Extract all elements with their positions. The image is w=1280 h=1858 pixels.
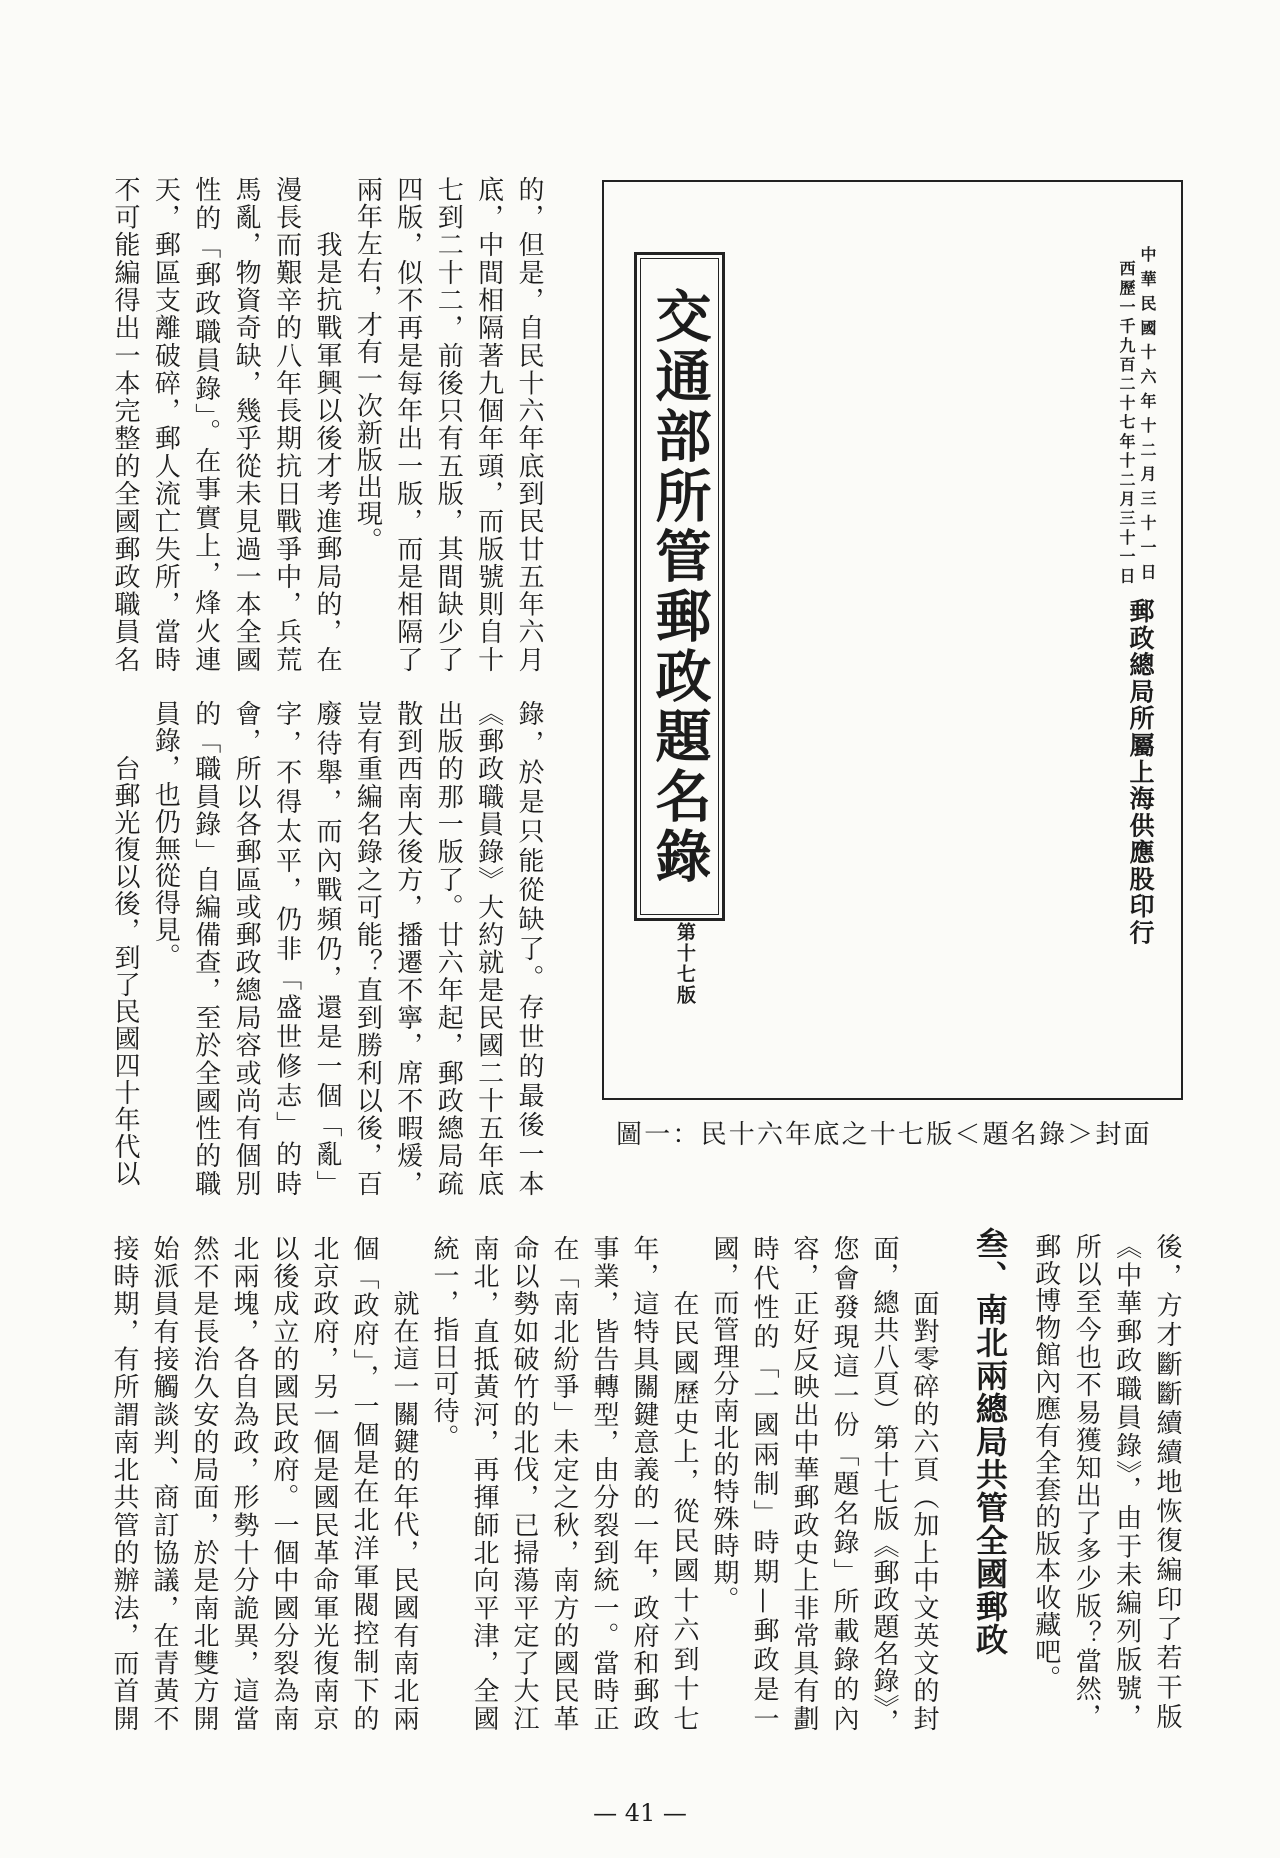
text-column: 年，這特具關鍵意義的一年，政府和郵政	[629, 1235, 659, 1732]
text-column: 所以至今也不易獲知出了多少版？當然，	[1071, 1233, 1102, 1730]
cover-title-box	[634, 252, 725, 921]
figure-caption: 圖一：民十六年底之十七版＜題名錄＞封面	[616, 1120, 1152, 1150]
text-column: 馬亂，物資奇缺，幾乎從未見過一本全國	[231, 176, 262, 673]
text-column: 北兩塊，各自為政，形勢十分詭異，這當	[229, 1235, 259, 1732]
cover-figure	[602, 180, 1183, 1100]
cover-date-western: 西歷一千九百二十七年十二月三十一日	[1117, 260, 1136, 587]
article-bottom-right-block	[1025, 1233, 1187, 1730]
text-column: 七到二十二，前後只有五版，其間缺少了	[433, 176, 464, 673]
text-column: 散到西南大後方，播遷不寧，席不暇煖，	[392, 700, 423, 1197]
text-column: 性的「郵政職員錄」。在事實上，烽火連	[190, 176, 221, 673]
text-column: 容，正好反映出中華郵政史上非常具有劃	[789, 1235, 819, 1732]
article-bottom-main-block	[104, 1235, 944, 1735]
cover-publisher: 郵政總局所屬上海供應股印行	[1126, 598, 1155, 947]
text-column: 會，所以各郵區或郵政總局容或尚有個別	[231, 700, 262, 1197]
text-column: 四版，似不再是每年出一版，而是相隔了	[392, 176, 423, 673]
text-column: 面，總共八頁）第十七版《郵政題名錄》，	[869, 1235, 899, 1735]
text-column: 的，但是，自民十六年底到民廿五年六月	[514, 176, 544, 673]
text-column: 個「政府」，一個是在北洋軍閥控制下的	[349, 1235, 379, 1732]
section-heading: 叁、南北兩總局共管全國郵政	[971, 1227, 1009, 1656]
text-column: 面對零碎的六頁（加上中文英文的封	[909, 1290, 939, 1732]
article-lower-left-block	[104, 700, 549, 1197]
text-column: 不可能編得出一本完整的全國郵政職員名	[109, 176, 140, 673]
page-number: — 41 —	[593, 1799, 687, 1827]
article-upper-left-block	[104, 176, 549, 673]
text-column: 南北，直抵黃河，再揮師北向平津，全國	[469, 1235, 499, 1732]
text-column: 的「職員錄」自編備查，至於全國性的職	[190, 700, 221, 1197]
text-column: 《中華郵政職員錄》，由于未編列版號，	[1111, 1233, 1142, 1730]
cover-title: 交通部所管郵政題名錄	[646, 286, 713, 887]
text-column: 後，方才斷斷續續地恢復編印了若干版	[1152, 1233, 1182, 1730]
text-column: 事業，皆告轉型，由分裂到統一。當時正	[589, 1235, 619, 1732]
text-column: 命以勢如破竹的北伐，已掃蕩平定了大江	[509, 1235, 539, 1732]
text-column: 就在這一關鍵的年代，民國有南北兩	[389, 1290, 419, 1732]
text-column: 豈有重編名錄之可能？直到勝利以後，百	[352, 700, 383, 1197]
text-column: 郵政博物館內應有全套的版本收藏吧。	[1030, 1233, 1061, 1692]
cover-title-inner-frame	[640, 258, 719, 915]
text-column: 漫長而艱辛的八年長期抗日戰爭中，兵荒	[271, 176, 302, 673]
text-column: 統一，指日可待。	[429, 1235, 459, 1451]
text-column: 錄，於是只能從缺了。存世的最後一本	[514, 700, 544, 1197]
text-column: 出版的那一版了。廿六年起，郵政總局疏	[433, 700, 464, 1197]
cover-edition: 第十七版	[674, 922, 696, 1006]
text-column: 台郵光復以後，到了民國四十年代以	[109, 755, 140, 1187]
text-column: 在「南北紛爭」未定之秋，南方的國民革	[549, 1235, 579, 1732]
text-column: 以後成立的國民政府。一個中國分裂為南	[269, 1235, 299, 1732]
text-column: 字，不得太平，仍非「盛世修志」的時	[271, 700, 302, 1197]
text-column: 國，而管理分南北的特殊時期。	[709, 1235, 739, 1613]
text-column: 員錄，也仍無從得見。	[150, 700, 181, 970]
text-column: 時代性的「一國兩制」時期—郵政是一	[749, 1235, 779, 1732]
text-column: 接時期，有所謂南北共管的辦法，而首開	[109, 1235, 139, 1732]
cover-date-roc: 中華民國十六年十二月三十一日	[1138, 246, 1157, 588]
text-column: 我是抗戰軍興以後才考進郵局的，在	[311, 231, 342, 673]
text-column: 兩年左右，才有一次新版出現。	[352, 176, 383, 554]
text-column: 在民國歷史上，從民國十六到十七	[669, 1290, 699, 1732]
text-column: 北京政府，另一個是國民革命軍光復南京	[309, 1235, 339, 1732]
text-column: 廢待舉，而內戰頻仍，還是一個「亂」	[311, 700, 342, 1197]
text-column: 天，郵區支離破碎，郵人流亡失所，當時	[150, 176, 181, 673]
text-column: 《郵政職員錄》大約就是民國二十五年底	[473, 700, 504, 1197]
text-column: 您會發現這一份「題名錄」所載錄的內	[829, 1235, 859, 1732]
text-column: 始派員有接觸談判、商訂協議，在青黃不	[149, 1235, 179, 1732]
text-column: 然不是長治久安的局面，於是南北雙方開	[189, 1235, 219, 1732]
text-column: 底，中間相隔著九個年頭，而版號則自十	[473, 176, 504, 673]
